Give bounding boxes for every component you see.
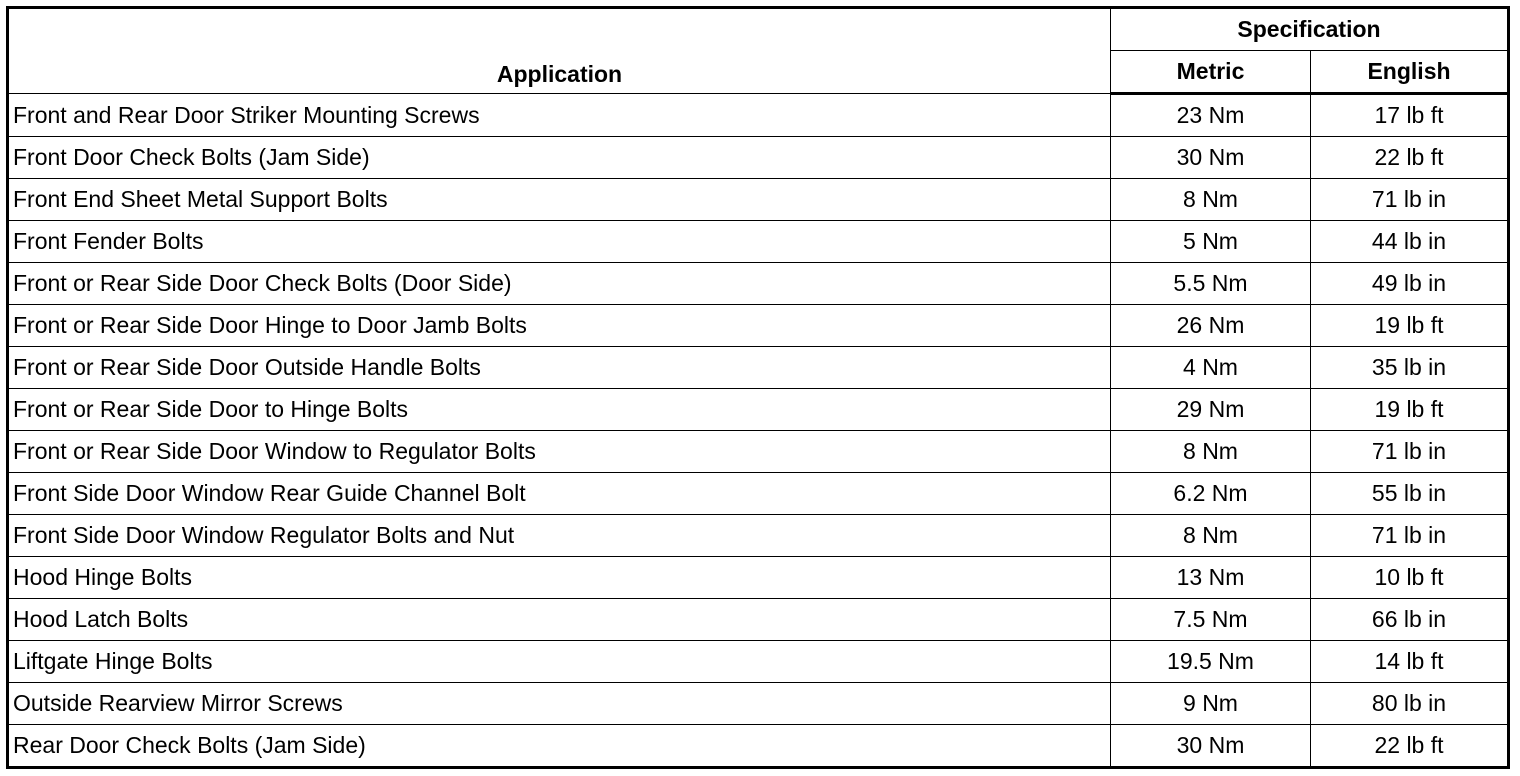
table-row: [8, 473, 1509, 515]
table-row: [8, 557, 1509, 599]
application-cell: Liftgate Hinge Bolts: [8, 641, 1111, 683]
metric-value-cell: 19.5 Nm: [1111, 641, 1311, 683]
metric-value-cell: 8 Nm: [1111, 431, 1311, 473]
table-row: [8, 515, 1509, 557]
application-cell: Front End Sheet Metal Support Bolts: [8, 179, 1111, 221]
english-value-cell: 17 lb ft: [1311, 94, 1509, 137]
metric-value-cell: 8 Nm: [1111, 515, 1311, 557]
metric-value-cell: 7.5 Nm: [1111, 599, 1311, 641]
english-value-cell: 71 lb in: [1311, 515, 1509, 557]
application-cell: Front Door Check Bolts (Jam Side): [8, 137, 1111, 179]
application-cell: Hood Latch Bolts: [8, 599, 1111, 641]
table-row: [8, 94, 1509, 137]
english-value-cell: 14 lb ft: [1311, 641, 1509, 683]
english-value-cell: 55 lb in: [1311, 473, 1509, 515]
application-cell: Front Side Door Window Rear Guide Channel Bolt: [8, 473, 1111, 515]
table-row: [8, 137, 1509, 179]
table-row: [8, 641, 1509, 683]
application-cell: Front and Rear Door Striker Mounting Screws: [8, 94, 1111, 137]
english-value-cell: 44 lb in: [1311, 221, 1509, 263]
application-cell: Outside Rearview Mirror Screws: [8, 683, 1111, 725]
table-header: [8, 8, 1509, 94]
english-header: English: [1311, 51, 1509, 94]
metric-header: Metric: [1111, 51, 1311, 94]
table-row: [8, 725, 1509, 768]
metric-value-cell: 26 Nm: [1111, 305, 1311, 347]
metric-value-cell: 5.5 Nm: [1111, 263, 1311, 305]
metric-value-cell: 30 Nm: [1111, 725, 1311, 768]
application-cell: Front or Rear Side Door Outside Handle Bolts: [8, 347, 1111, 389]
english-value-cell: 22 lb ft: [1311, 137, 1509, 179]
metric-value-cell: 4 Nm: [1111, 347, 1311, 389]
application-cell: Front or Rear Side Door Window to Regulator Bolts: [8, 431, 1111, 473]
metric-value-cell: 23 Nm: [1111, 94, 1311, 137]
english-value-cell: 10 lb ft: [1311, 557, 1509, 599]
english-value-cell: 71 lb in: [1311, 431, 1509, 473]
metric-value-cell: 6.2 Nm: [1111, 473, 1311, 515]
metric-value-cell: 9 Nm: [1111, 683, 1311, 725]
header-row-top: [8, 8, 1509, 51]
metric-value-cell: 29 Nm: [1111, 389, 1311, 431]
specification-header: Specification: [1111, 8, 1509, 51]
table-row: [8, 221, 1509, 263]
application-header: Application: [8, 8, 1111, 94]
table-body: [8, 94, 1509, 768]
table-row: [8, 683, 1509, 725]
table-row: [8, 599, 1509, 641]
table-row: [8, 347, 1509, 389]
english-value-cell: 71 lb in: [1311, 179, 1509, 221]
english-value-cell: 80 lb in: [1311, 683, 1509, 725]
application-cell: Front or Rear Side Door Hinge to Door Jamb Bolts: [8, 305, 1111, 347]
application-cell: Hood Hinge Bolts: [8, 557, 1111, 599]
metric-value-cell: 5 Nm: [1111, 221, 1311, 263]
metric-value-cell: 30 Nm: [1111, 137, 1311, 179]
english-value-cell: 19 lb ft: [1311, 305, 1509, 347]
application-cell: Front or Rear Side Door to Hinge Bolts: [8, 389, 1111, 431]
application-cell: Front Side Door Window Regulator Bolts and Nut: [8, 515, 1111, 557]
application-cell: Front Fender Bolts: [8, 221, 1111, 263]
english-value-cell: 35 lb in: [1311, 347, 1509, 389]
english-value-cell: 66 lb in: [1311, 599, 1509, 641]
application-cell: Front or Rear Side Door Check Bolts (Door Side): [8, 263, 1111, 305]
english-value-cell: 22 lb ft: [1311, 725, 1509, 768]
table-row: [8, 305, 1509, 347]
table-row: [8, 179, 1509, 221]
application-cell: Rear Door Check Bolts (Jam Side): [8, 725, 1111, 768]
table-row: [8, 263, 1509, 305]
english-value-cell: 49 lb in: [1311, 263, 1509, 305]
metric-value-cell: 13 Nm: [1111, 557, 1311, 599]
metric-value-cell: 8 Nm: [1111, 179, 1311, 221]
english-value-cell: 19 lb ft: [1311, 389, 1509, 431]
fastener-specification-table: [6, 6, 1510, 769]
table-row: [8, 431, 1509, 473]
table-row: [8, 389, 1509, 431]
